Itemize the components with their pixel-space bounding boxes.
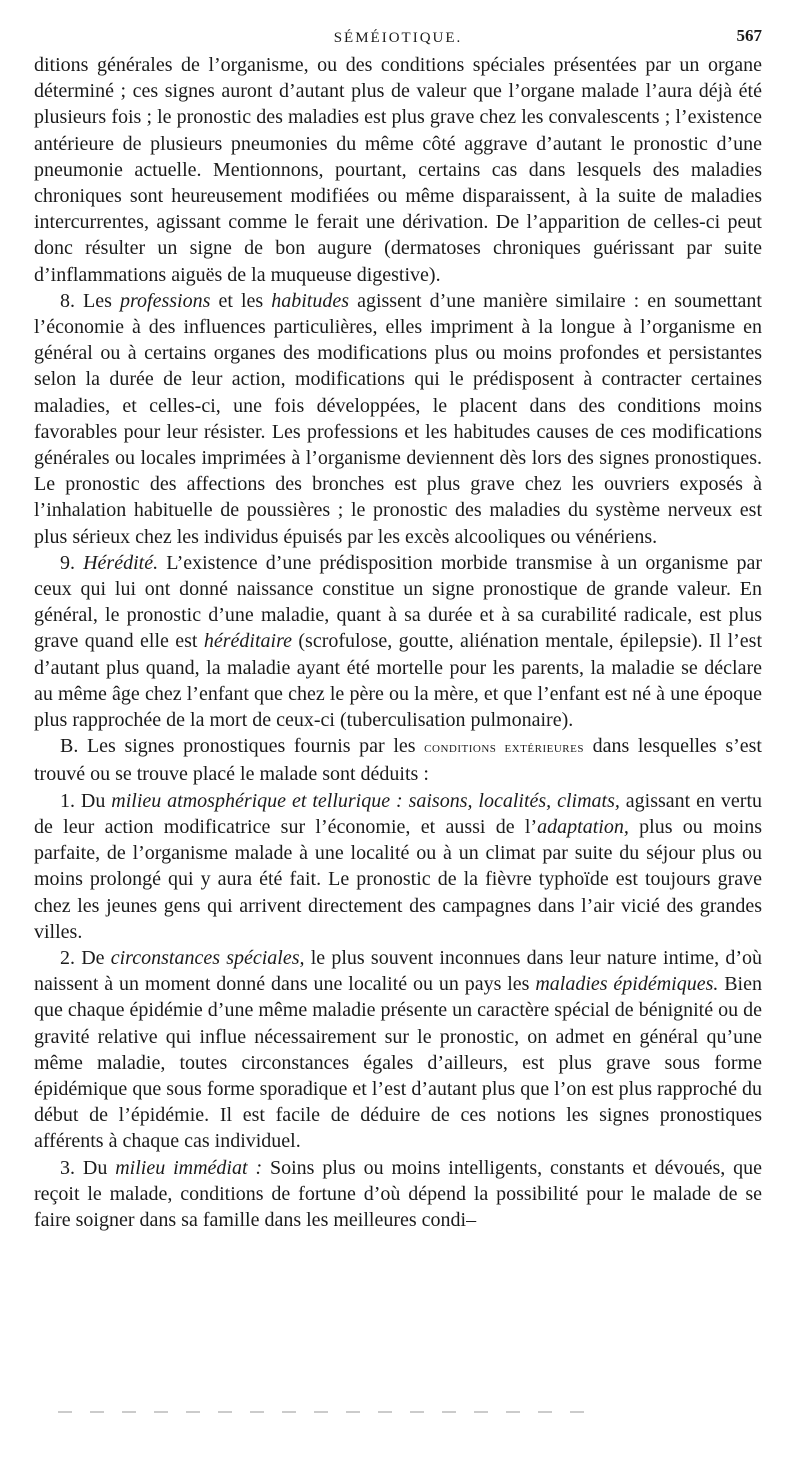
- paragraph: [34, 788, 762, 945]
- italic-text: Hérédité.: [83, 551, 159, 574]
- text-segment: le plus souvent inconnues dans leur nature intime, d’où naissent à un moment donné dans une localité ou un pays les: [34, 946, 762, 996]
- italic-text: milieu atmosphérique et tellurique : saisons, localités, climats,: [111, 789, 620, 812]
- text-segment: plus ou moins parfaite, de l’organisme malade à une localité ou à un climat par suite du séjour plus ou moins prolongé qui y aura été fait. Le pronostic de la fièvre typhoïde est toujours grave chez les jeunes gens qui arrivent directement des campagnes dans l’air vicié des grandes villes.: [34, 815, 762, 943]
- paragraph: [34, 945, 762, 1155]
- italic-text: adaptation,: [537, 815, 629, 838]
- text-segment: L’existence d’une prédisposition morbide transmise à un organisme par ceux qui lui ont donné naissance constitue un signe pronostique de grande valeur. En général, le pronostic d’une maladie, quant à sa durée et à sa curabilité radicale, est plus grave quand elle est: [34, 551, 762, 653]
- running-title: SÉMÉIOTIQUE.: [333, 30, 463, 46]
- paragraph: [34, 733, 762, 787]
- text-segment: 9.: [60, 551, 84, 574]
- text-segment: 2. De: [60, 946, 111, 969]
- bottom-scan-smudge: [58, 1411, 598, 1413]
- text-segment: agissant en vertu de leur action modificatrice sur l’économie, et aussi de l’: [34, 789, 763, 838]
- paragraph: [34, 288, 762, 550]
- italic-text: professions: [120, 289, 211, 312]
- text-segment: 1. Du: [60, 789, 112, 812]
- paragraph: [34, 550, 762, 733]
- page-number: 567: [736, 26, 762, 45]
- running-head: [34, 18, 762, 52]
- paragraph: [34, 52, 762, 288]
- italic-text: habitudes: [271, 289, 350, 312]
- text-segment: (scrofulose, goutte, aliénation mentale, épilepsie). Il l’est d’autant plus quand, la maladie ayant été mortelle pour les parents, la maladie se déclare au même âge chez l’enfant que chez le père ou la mère, et que l’enfant est né à une époque plus rapprochée de la mort de ceux-ci (tuberculisation pulmonaire).: [34, 630, 763, 732]
- book-page: [34, 18, 762, 1233]
- text-segment: B. Les signes pronostiques fournis par les: [60, 735, 425, 758]
- italic-text: milieu immédiat :: [115, 1156, 263, 1179]
- text-segment: Soins plus ou moins intelligents, constants et dévoués, que reçoit le malade, conditions de fortune d’où dépend la possibilité pour le malade de se faire soigner dans sa famille dans les meilleures condi–: [34, 1156, 762, 1231]
- text-segment: 3. Du: [60, 1156, 116, 1179]
- italic-text: circonstances spéciales,: [110, 946, 305, 969]
- small-caps-text: conditions extérieures: [424, 739, 584, 757]
- text-segment: agissent d’une manière similaire : en soumettant l’économie à des influences particulières, elles impriment à la longue à l’organisme en général ou à certains organes des modifications plus ou moins profondes et persistantes selon la durée de leur action, modifications qui le prédisposent à contracter certaines maladies, et celles-ci, une fois développées, le placent dans des conditions moins favorables pour leur résister. Les professions et les habitudes causes de ces modifications générales ou locales imprimées à l’organisme deviennent dès lors des signes pronostiques. Le pronostic des affections des bronches est plus grave chez les ouvriers exposés à l’inhalation habituelle de poussières ; le pronostic des maladies du système nerveux est plus sérieux chez les individus épuisés par les excès alcooliques ou vénériens.: [34, 289, 762, 548]
- italic-text: maladies épidémiques.: [535, 973, 719, 996]
- text-segment: dans lesquelles s’est trouvé ou se trouve placé le malade sont déduits :: [34, 735, 762, 786]
- body-text: [34, 52, 762, 1233]
- text-segment: 8. Les: [60, 289, 120, 312]
- paragraph: [34, 1155, 762, 1234]
- text-segment: ditions générales de l’organisme, ou des conditions spéciales présentées par un organe déterminé ; ces signes auront d’autant plus de valeur que l’organe malade l’aura déjà été plusieurs fois ; le pronostic des maladies est plus grave chez les convalescents ; l’existence antérieure de plusieurs pneumonies du même côté aggrave d’autant le pronostic d’une pneumonie actuelle. Mentionnons, pourtant, certains cas dans lesquels des maladies chroniques sont heureusement modifiées ou même disparaissent, à la suite de maladies intercurrentes, agissant comme le ferait une dérivation. De l’apparition de celles-ci peut donc résulter un signe de bon augure (dermatoses chroniques guérissant par suite d’inflammations aiguës de la muqueuse digestive).: [34, 54, 762, 286]
- italic-text: héréditaire: [203, 630, 292, 653]
- text-segment: et les: [210, 289, 272, 312]
- text-segment: Bien que chaque épidémie d’une même maladie présente un caractère spécial de bénignité ou de gravité relative qui influe nécessairement sur le pronostic, on admet en général qu’une même maladie, toutes circonstances égales d’ailleurs, est plus grave sous forme épidémique que sous forme sporadique et l’est d’autant plus que l’on est plus rapproché du début de l’épidémie. Il est facile de déduire de ces notions les signes pronostiques afférents à chaque cas individuel.: [34, 973, 762, 1153]
